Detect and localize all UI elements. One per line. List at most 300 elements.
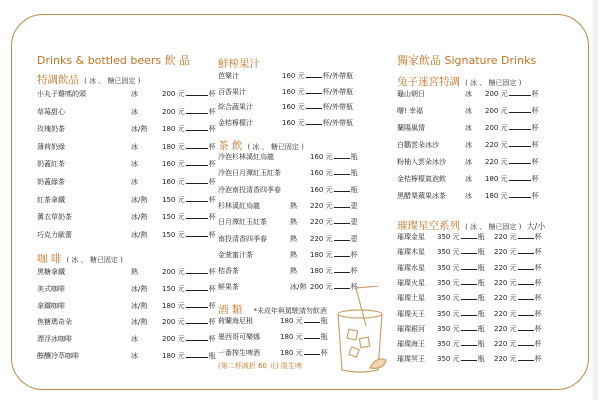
menu-item-row bbox=[397, 293, 577, 303]
beer-promo: (第二杯減折 60 元) 限生啤 bbox=[218, 362, 303, 370]
item-unit: 杯 bbox=[208, 195, 216, 204]
item-name: 墨西哥可樂娜 bbox=[218, 333, 260, 341]
fill-in-blank bbox=[334, 234, 350, 241]
item-price: 160 元 bbox=[282, 72, 305, 80]
fill-in-blank bbox=[334, 168, 350, 175]
item-temp: 冰 bbox=[131, 335, 138, 344]
fill-in-blank bbox=[518, 309, 534, 316]
scrollbar[interactable] bbox=[593, 0, 598, 400]
item-name: 百香果汁 bbox=[218, 87, 246, 96]
item-price-group bbox=[162, 351, 216, 361]
menu-item-row bbox=[218, 250, 398, 260]
fill-in-blank bbox=[304, 332, 320, 339]
menu-item-row bbox=[397, 232, 577, 242]
item-temp: 冰 bbox=[465, 158, 472, 166]
fill-in-blank bbox=[509, 89, 531, 96]
item-unit: 杯 bbox=[208, 178, 216, 186]
item-name: 綜合蔬果汁 bbox=[218, 103, 253, 111]
item-name: 漂浮冰咖啡 bbox=[37, 335, 72, 344]
item-unit: 瓶 bbox=[477, 324, 485, 333]
item-unit: 瓶 bbox=[477, 278, 485, 287]
menu-item-row bbox=[397, 174, 577, 184]
item-temp: 冰 bbox=[131, 352, 138, 360]
item-price: 350 元 bbox=[437, 248, 460, 257]
item-price: 160 元 bbox=[310, 153, 333, 161]
item-price: 350 元 bbox=[437, 355, 460, 364]
fill-in-blank bbox=[509, 157, 531, 164]
item-price: 220 元 bbox=[310, 201, 333, 210]
item-temp: 熱 bbox=[290, 250, 297, 259]
item-temp: 熱 bbox=[290, 267, 297, 276]
item-price: 350 元 bbox=[437, 233, 460, 241]
item-price-group bbox=[280, 348, 328, 358]
item-unit: 杯 bbox=[531, 175, 539, 183]
item-name: 紅茶拿鐵 bbox=[37, 195, 65, 204]
item-unit: 壺 bbox=[350, 201, 358, 210]
item-price-cup bbox=[494, 354, 542, 364]
item-price-bottle bbox=[437, 232, 485, 242]
item-name: 日月潭紅玉紅茶 bbox=[218, 218, 267, 227]
item-price: 350 元 bbox=[437, 263, 460, 272]
item-price-cup bbox=[494, 278, 542, 288]
fill-in-blank bbox=[334, 201, 350, 208]
fill-in-blank bbox=[509, 140, 531, 147]
item-name: 奶蓋綠茶 bbox=[37, 178, 65, 186]
fill-in-blank bbox=[186, 351, 208, 358]
coffee-title: 咖 啡 bbox=[37, 253, 62, 265]
item-price-cup bbox=[494, 293, 542, 303]
fill-in-blank bbox=[461, 263, 477, 270]
item-unit: 杯 bbox=[208, 301, 216, 310]
menu-item-row bbox=[218, 102, 398, 112]
menu-item-row bbox=[37, 212, 217, 222]
item-name: 巧克力歐蕾 bbox=[37, 230, 72, 239]
item-price: 220 元 bbox=[494, 233, 517, 241]
fill-in-blank bbox=[334, 266, 350, 273]
fill-in-blank bbox=[186, 89, 208, 96]
menu-item-row bbox=[397, 278, 577, 288]
item-price-group bbox=[485, 140, 539, 150]
item-price-cup bbox=[494, 263, 542, 273]
menu-item-row bbox=[218, 118, 398, 128]
item-name: 璀璨銀河 bbox=[397, 324, 425, 333]
item-price-bottle bbox=[437, 324, 485, 334]
item-temp: 熱 bbox=[131, 268, 138, 276]
item-unit: 瓶 bbox=[477, 340, 485, 349]
item-price-cup bbox=[494, 324, 542, 334]
fill-in-blank bbox=[186, 334, 208, 341]
item-name: 奶蓋紅茶 bbox=[37, 160, 65, 169]
menu-item-row bbox=[218, 87, 398, 97]
item-price: 200 元 bbox=[485, 90, 508, 98]
fill-in-blank bbox=[461, 324, 477, 331]
fill-in-blank bbox=[186, 230, 208, 237]
item-name: 薄荷奶綠 bbox=[37, 142, 65, 151]
fill-in-blank bbox=[509, 106, 531, 113]
item-unit: 杯 bbox=[531, 158, 539, 166]
menu-item-row bbox=[397, 309, 577, 319]
fill-in-blank bbox=[306, 87, 322, 94]
item-temp: 冰 bbox=[131, 142, 138, 151]
item-price: 200 元 bbox=[162, 107, 185, 116]
item-name: 草莓甜心 bbox=[37, 107, 65, 116]
item-name: 冷泡南投清香四季春 bbox=[218, 185, 281, 194]
menu-item-row bbox=[397, 339, 577, 349]
item-price: 150 元 bbox=[162, 284, 185, 293]
item-price-group bbox=[162, 177, 216, 187]
wine-note: *未成年與駕駛請勿飲酒 bbox=[253, 307, 327, 315]
item-unit: 杯 bbox=[531, 107, 539, 115]
item-unit: 瓶 bbox=[208, 352, 216, 360]
wine-section-title bbox=[218, 298, 327, 317]
menu-item-row bbox=[218, 217, 398, 227]
item-price-bottle bbox=[437, 354, 485, 364]
item-price-bottle bbox=[437, 263, 485, 273]
item-unit: 瓶 bbox=[350, 185, 358, 194]
fill-in-blank bbox=[518, 339, 534, 346]
menu-item-row bbox=[218, 168, 398, 178]
menu-item-row bbox=[37, 317, 217, 327]
item-unit: 杯 bbox=[534, 355, 542, 364]
menu-item-row bbox=[397, 354, 577, 364]
item-price: 180 元 bbox=[162, 125, 185, 134]
fill-in-blank bbox=[461, 232, 477, 239]
item-unit: 杯 bbox=[208, 318, 216, 327]
menu-item-row bbox=[218, 152, 398, 162]
item-price-group bbox=[310, 185, 358, 195]
item-price-cup bbox=[494, 339, 542, 349]
item-name: 鮮果茶 bbox=[218, 283, 239, 292]
item-price-group bbox=[162, 212, 216, 222]
menu-item-row bbox=[397, 123, 577, 133]
item-price: 200 元 bbox=[162, 335, 185, 344]
item-unit: 杯 bbox=[320, 349, 328, 357]
item-price: 160 元 bbox=[162, 160, 185, 169]
fill-in-blank bbox=[334, 185, 350, 192]
menu-item-row bbox=[37, 230, 217, 240]
item-price-bottle bbox=[437, 309, 485, 319]
item-price-bottle bbox=[437, 278, 485, 288]
item-price: 350 元 bbox=[437, 340, 460, 349]
fill-in-blank bbox=[304, 348, 320, 355]
menu-item-row bbox=[218, 185, 398, 195]
item-price-group bbox=[282, 118, 353, 128]
menu-item-row bbox=[397, 106, 577, 116]
item-price-group bbox=[310, 168, 358, 178]
item-name: 璀璨土星 bbox=[397, 294, 425, 303]
item-price-group bbox=[485, 89, 539, 99]
item-temp: 冰/熱 bbox=[131, 125, 148, 134]
item-price: 150 元 bbox=[162, 213, 185, 222]
item-name: 璀璨火星 bbox=[397, 278, 425, 287]
fill-in-blank bbox=[518, 247, 534, 254]
item-price: 200 元 bbox=[162, 268, 185, 276]
item-name: 薰衣草奶茶 bbox=[37, 213, 72, 222]
item-temp: 冰 bbox=[131, 160, 138, 169]
fill-in-blank bbox=[306, 118, 322, 125]
item-price: 180 元 bbox=[280, 333, 303, 341]
item-temp: 冰 bbox=[465, 175, 472, 183]
item-unit: 杯 bbox=[531, 124, 539, 132]
menu-item-row bbox=[218, 234, 398, 244]
fill-in-blank bbox=[306, 102, 322, 109]
item-unit: 瓶 bbox=[320, 317, 328, 325]
item-name: 璀璨海王 bbox=[397, 340, 425, 349]
fill-in-blank bbox=[186, 284, 208, 291]
item-temp: 熱 bbox=[290, 234, 297, 243]
item-unit: 瓶 bbox=[477, 355, 485, 364]
item-price: 160 元 bbox=[282, 118, 305, 127]
fill-in-blank bbox=[509, 123, 531, 130]
item-price: 180 元 bbox=[310, 250, 333, 259]
item-price-group bbox=[162, 230, 216, 240]
item-price-bottle bbox=[437, 247, 485, 257]
tea-section-title bbox=[218, 134, 304, 153]
item-price-cup bbox=[494, 232, 542, 242]
fill-in-blank bbox=[461, 293, 477, 300]
item-price-group bbox=[162, 317, 216, 327]
fill-in-blank bbox=[518, 293, 534, 300]
fill-in-blank bbox=[186, 317, 208, 324]
item-unit: 瓶 bbox=[320, 333, 328, 341]
item-price: 180 元 bbox=[162, 142, 185, 151]
fill-in-blank bbox=[186, 142, 208, 149]
item-temp: 熱 bbox=[290, 201, 297, 210]
fill-in-blank bbox=[334, 250, 350, 257]
item-name: 焦糖瑪奇朵 bbox=[37, 318, 72, 327]
item-unit: 瓶 bbox=[477, 248, 485, 257]
fill-in-blank bbox=[461, 354, 477, 361]
item-price: 350 元 bbox=[437, 294, 460, 303]
menu-item-row bbox=[37, 267, 217, 277]
item-price: 350 元 bbox=[437, 309, 460, 318]
menu-item-row bbox=[397, 247, 577, 257]
item-price-group bbox=[485, 174, 539, 184]
item-price-cup bbox=[494, 247, 542, 257]
item-price-group bbox=[282, 71, 353, 81]
item-price: 180 元 bbox=[310, 267, 333, 276]
juice-section-title bbox=[218, 52, 260, 71]
item-unit: 杯/外帶瓶 bbox=[322, 118, 353, 127]
item-price: 220 元 bbox=[494, 340, 517, 349]
tea-note: ( 冰 、 糖已固定 ) bbox=[247, 143, 304, 151]
drinks-heading: Drinks & bottled beers 飲 品 bbox=[37, 54, 191, 67]
item-name: 金桔檸檬氣泡飲 bbox=[397, 175, 446, 183]
item-price-group bbox=[310, 201, 358, 211]
item-unit: 瓶 bbox=[477, 309, 485, 318]
item-temp: 冰 bbox=[465, 107, 472, 115]
item-name: 一番搾生啤酒 bbox=[218, 349, 260, 357]
item-price: 180 元 bbox=[485, 192, 508, 200]
item-unit: 杯 bbox=[531, 192, 539, 200]
fill-in-blank bbox=[461, 247, 477, 254]
item-name: 杉林溪紅烏龍 bbox=[218, 201, 260, 210]
item-unit: 杯 bbox=[534, 248, 542, 257]
item-unit: 杯 bbox=[534, 233, 542, 241]
item-price-group bbox=[310, 217, 358, 227]
item-unit: 杯 bbox=[534, 278, 542, 287]
menu-item-row bbox=[37, 177, 217, 187]
item-unit: 杯 bbox=[208, 268, 216, 276]
fill-in-blank bbox=[518, 263, 534, 270]
item-unit: 杯 bbox=[534, 294, 542, 303]
item-price-group bbox=[310, 266, 358, 276]
menu-item-row bbox=[37, 284, 217, 294]
fill-in-blank bbox=[518, 324, 534, 331]
item-unit: 杯/外帶瓶 bbox=[322, 103, 353, 111]
item-name: 金桔檸檬汁 bbox=[218, 118, 253, 127]
item-price-group bbox=[282, 102, 353, 112]
item-unit: 杯 bbox=[350, 283, 358, 292]
item-price-group bbox=[280, 332, 328, 342]
item-price: 220 元 bbox=[494, 309, 517, 318]
item-price: 350 元 bbox=[437, 324, 460, 333]
item-unit: 杯 bbox=[350, 250, 358, 259]
item-unit: 杯 bbox=[208, 335, 216, 344]
juice-title: 鮮榨果汁 bbox=[218, 58, 260, 70]
item-price-group bbox=[485, 191, 539, 201]
item-price: 160 元 bbox=[310, 185, 333, 194]
item-price-group bbox=[162, 267, 216, 277]
fill-in-blank bbox=[186, 124, 208, 131]
item-temp: 冰 bbox=[465, 141, 472, 149]
item-name: 冷泡日月潭紅玉紅茶 bbox=[218, 169, 281, 178]
rabbit-note: ( 冰 、 糖已固定 ) bbox=[465, 79, 522, 87]
menu-item-row bbox=[37, 351, 217, 361]
fill-in-blank bbox=[306, 71, 322, 78]
item-price: 220 元 bbox=[310, 218, 333, 227]
item-price: 180 元 bbox=[485, 175, 508, 183]
menu-item-row bbox=[37, 124, 217, 134]
item-price: 180 元 bbox=[280, 349, 303, 357]
menu-item-row bbox=[397, 89, 577, 99]
item-unit: 瓶 bbox=[477, 233, 485, 241]
item-name: 玫瑰奶茶 bbox=[37, 125, 65, 134]
item-temp: 冰 bbox=[465, 90, 472, 98]
item-name: 璀璨天王 bbox=[397, 309, 425, 318]
item-name: 璀璨水星 bbox=[397, 263, 425, 272]
item-unit: 瓶 bbox=[350, 153, 358, 161]
item-price: 350 元 bbox=[437, 278, 460, 287]
item-temp: 冰/熱 bbox=[131, 301, 148, 310]
item-name: 璀璨木星 bbox=[397, 248, 425, 257]
item-price: 200 元 bbox=[162, 318, 185, 327]
item-price: 150 元 bbox=[162, 195, 185, 204]
menu-item-row bbox=[397, 157, 577, 167]
item-price: 220 元 bbox=[494, 248, 517, 257]
fill-in-blank bbox=[461, 278, 477, 285]
fill-in-blank bbox=[509, 191, 531, 198]
fill-in-blank bbox=[334, 217, 350, 224]
item-price-cup bbox=[494, 309, 542, 319]
item-price: 220 元 bbox=[485, 158, 508, 166]
item-price: 200 元 bbox=[485, 107, 508, 115]
item-unit: 杯 bbox=[208, 142, 216, 151]
item-name: 白鸛雲朵冰沙 bbox=[397, 141, 439, 149]
item-price-group bbox=[162, 142, 216, 152]
item-price-group bbox=[162, 159, 216, 169]
item-name: 黑糖拿鐵 bbox=[37, 268, 65, 276]
item-price-group bbox=[162, 107, 216, 117]
item-name: 美式咖啡 bbox=[37, 284, 65, 293]
item-price-group bbox=[162, 89, 216, 99]
star-note: ( 冰 、 糖已固定 ) bbox=[465, 223, 522, 231]
item-name: 龜山朝日 bbox=[397, 90, 425, 98]
item-unit: 杯 bbox=[534, 309, 542, 318]
menu-item-row bbox=[37, 334, 217, 344]
item-unit: 杯 bbox=[208, 213, 216, 222]
item-unit: 杯/外帶瓶 bbox=[322, 72, 353, 80]
tea-title: 茶 飲 bbox=[218, 140, 243, 152]
item-price: 160 元 bbox=[162, 178, 185, 186]
rabbit-title: 兔子迷宮特調 bbox=[397, 76, 460, 88]
star-sizes: 大/小 bbox=[526, 222, 546, 231]
menu-item-row bbox=[37, 159, 217, 169]
item-unit: 杯 bbox=[208, 160, 216, 169]
item-price: 180 元 bbox=[162, 301, 185, 310]
item-name: 冷泡杉林溪紅烏龍 bbox=[218, 153, 274, 161]
item-temp: 冰 bbox=[131, 178, 138, 186]
item-unit: 杯 bbox=[208, 107, 216, 116]
item-temp: 冰 bbox=[131, 90, 138, 98]
item-name: 小丸子雞嗎的頭 bbox=[37, 90, 86, 98]
item-price: 220 元 bbox=[485, 141, 508, 149]
item-price-group bbox=[162, 195, 216, 205]
fill-in-blank bbox=[186, 267, 208, 274]
item-price: 180 元 bbox=[280, 317, 303, 325]
menu-item-row bbox=[397, 191, 577, 201]
menu-item-row bbox=[37, 107, 217, 117]
item-price-group bbox=[310, 152, 358, 162]
item-temp: 冰 bbox=[131, 107, 138, 116]
item-unit: 杯/外帶瓶 bbox=[322, 87, 353, 96]
item-name: 荷蘭海尼根 bbox=[218, 317, 253, 325]
menu-item-row bbox=[218, 266, 398, 276]
item-price-group bbox=[162, 124, 216, 134]
item-price-group bbox=[485, 106, 539, 116]
item-price-group bbox=[162, 334, 216, 344]
item-unit: 瓶 bbox=[350, 169, 358, 178]
menu-item-row bbox=[218, 71, 398, 81]
coffee-section-title bbox=[37, 247, 123, 266]
item-name: 金萱蜜汁茶 bbox=[218, 250, 253, 259]
item-price-group bbox=[485, 123, 539, 133]
item-name: 桔香茶 bbox=[218, 267, 239, 276]
item-name: 璀璨冥王 bbox=[397, 355, 425, 364]
menu-item-row bbox=[37, 89, 217, 99]
fill-in-blank bbox=[461, 339, 477, 346]
fill-in-blank bbox=[186, 107, 208, 114]
menu-item-row bbox=[37, 195, 217, 205]
item-unit: 杯 bbox=[208, 125, 216, 134]
item-price-group bbox=[310, 234, 358, 244]
specialty-title: 特調飲品 bbox=[37, 74, 79, 86]
signature-heading: 獨家飲品 Signature Drinks bbox=[397, 54, 537, 67]
menu-item-row bbox=[397, 140, 577, 150]
item-unit: 杯 bbox=[534, 263, 542, 272]
rabbit-section-title bbox=[397, 70, 521, 89]
item-price: 200 元 bbox=[162, 90, 185, 98]
item-name: 黑醋栗蘋果冰茶 bbox=[397, 192, 446, 200]
menu-item-row bbox=[218, 201, 398, 211]
item-unit: 壺 bbox=[350, 234, 358, 243]
item-temp: 冰/熱 bbox=[131, 195, 148, 204]
item-name: 醇釀冷萃咖啡 bbox=[37, 352, 79, 360]
fill-in-blank bbox=[518, 354, 534, 361]
item-price: 160 元 bbox=[310, 169, 333, 178]
item-price: 150 元 bbox=[162, 230, 185, 239]
item-name: 南投清香四季春 bbox=[218, 234, 267, 243]
